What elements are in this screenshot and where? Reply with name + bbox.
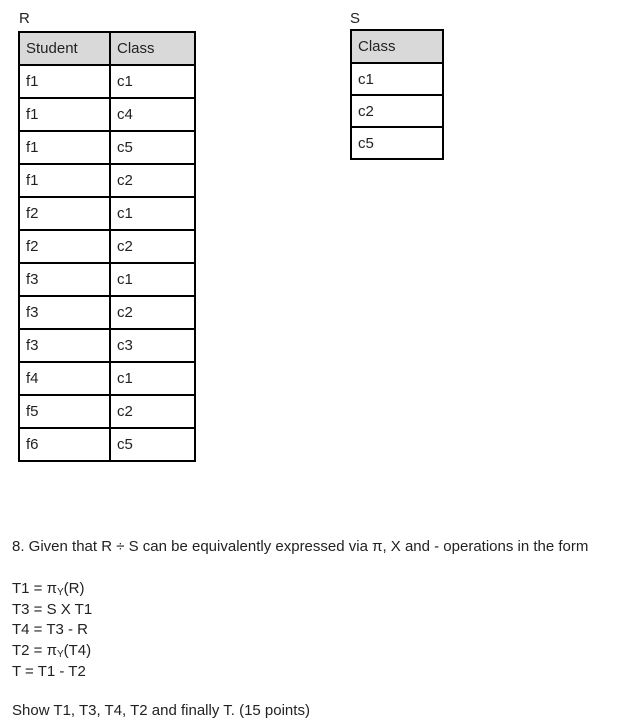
formula-t4: T4 = T3 - R xyxy=(12,621,88,639)
formula-t1: $T1 = \pi_Y(R)$ xyxy=(12,580,85,598)
table-row xyxy=(19,428,195,461)
class-cell: c2 xyxy=(351,95,443,127)
student-cell: f1 xyxy=(19,98,110,131)
class-cell: c2 xyxy=(110,296,195,329)
table-header-row xyxy=(351,30,443,63)
student-cell: f4 xyxy=(19,362,110,395)
relation-s-table xyxy=(350,29,444,160)
student-cell: f5 xyxy=(19,395,110,428)
formula-t3: T3 = S X T1 xyxy=(12,600,93,618)
question-text: 8. Given that R ÷ S can be equivalently expressed via π, X and - operations in the form xyxy=(12,538,589,555)
relation-r-table xyxy=(18,31,196,462)
table-row xyxy=(19,263,195,296)
table-row xyxy=(19,395,195,428)
formula-t2: $T2 = \pi_Y(T4)$ xyxy=(12,642,92,661)
table-row xyxy=(19,131,195,164)
table-row xyxy=(19,197,195,230)
table-row xyxy=(351,95,443,127)
class-cell: c2 xyxy=(110,230,195,263)
column-header-class: Class xyxy=(110,32,195,65)
table-row xyxy=(351,63,443,95)
table-row xyxy=(19,65,195,98)
table-row xyxy=(19,164,195,197)
student-cell: f3 xyxy=(19,263,110,296)
table-header-row xyxy=(19,32,195,65)
relation-s-label: S xyxy=(350,10,361,27)
table-row xyxy=(19,296,195,329)
class-cell: c1 xyxy=(351,63,443,95)
class-cell: c5 xyxy=(110,131,195,164)
student-cell: f3 xyxy=(19,329,110,362)
relation-r-label: R xyxy=(19,10,30,27)
table-row xyxy=(19,230,195,263)
class-cell: c4 xyxy=(110,98,195,131)
student-cell: f2 xyxy=(19,197,110,230)
formula-list xyxy=(12,579,92,682)
student-cell: f1 xyxy=(19,65,110,98)
task-text: Show T1, T3, T4, T2 and finally T. (15 points) xyxy=(12,702,310,719)
student-cell: f2 xyxy=(19,230,110,263)
column-header-student: Student xyxy=(19,32,110,65)
class-cell: c5 xyxy=(110,428,195,461)
column-header-class: Class xyxy=(351,30,443,63)
class-cell: c1 xyxy=(110,263,195,296)
table-row xyxy=(351,127,443,159)
class-cell: c3 xyxy=(110,329,195,362)
class-cell: c2 xyxy=(110,164,195,197)
class-cell: c1 xyxy=(110,65,195,98)
class-cell: c1 xyxy=(110,362,195,395)
table-row xyxy=(19,98,195,131)
student-cell: f6 xyxy=(19,428,110,461)
student-cell: f3 xyxy=(19,296,110,329)
class-cell: c1 xyxy=(110,197,195,230)
student-cell: f1 xyxy=(19,131,110,164)
class-cell: c5 xyxy=(351,127,443,159)
table-row xyxy=(19,362,195,395)
table-row xyxy=(19,329,195,362)
student-cell: f1 xyxy=(19,164,110,197)
class-cell: c2 xyxy=(110,395,195,428)
formula-t: T = T1 - T2 xyxy=(12,662,86,680)
